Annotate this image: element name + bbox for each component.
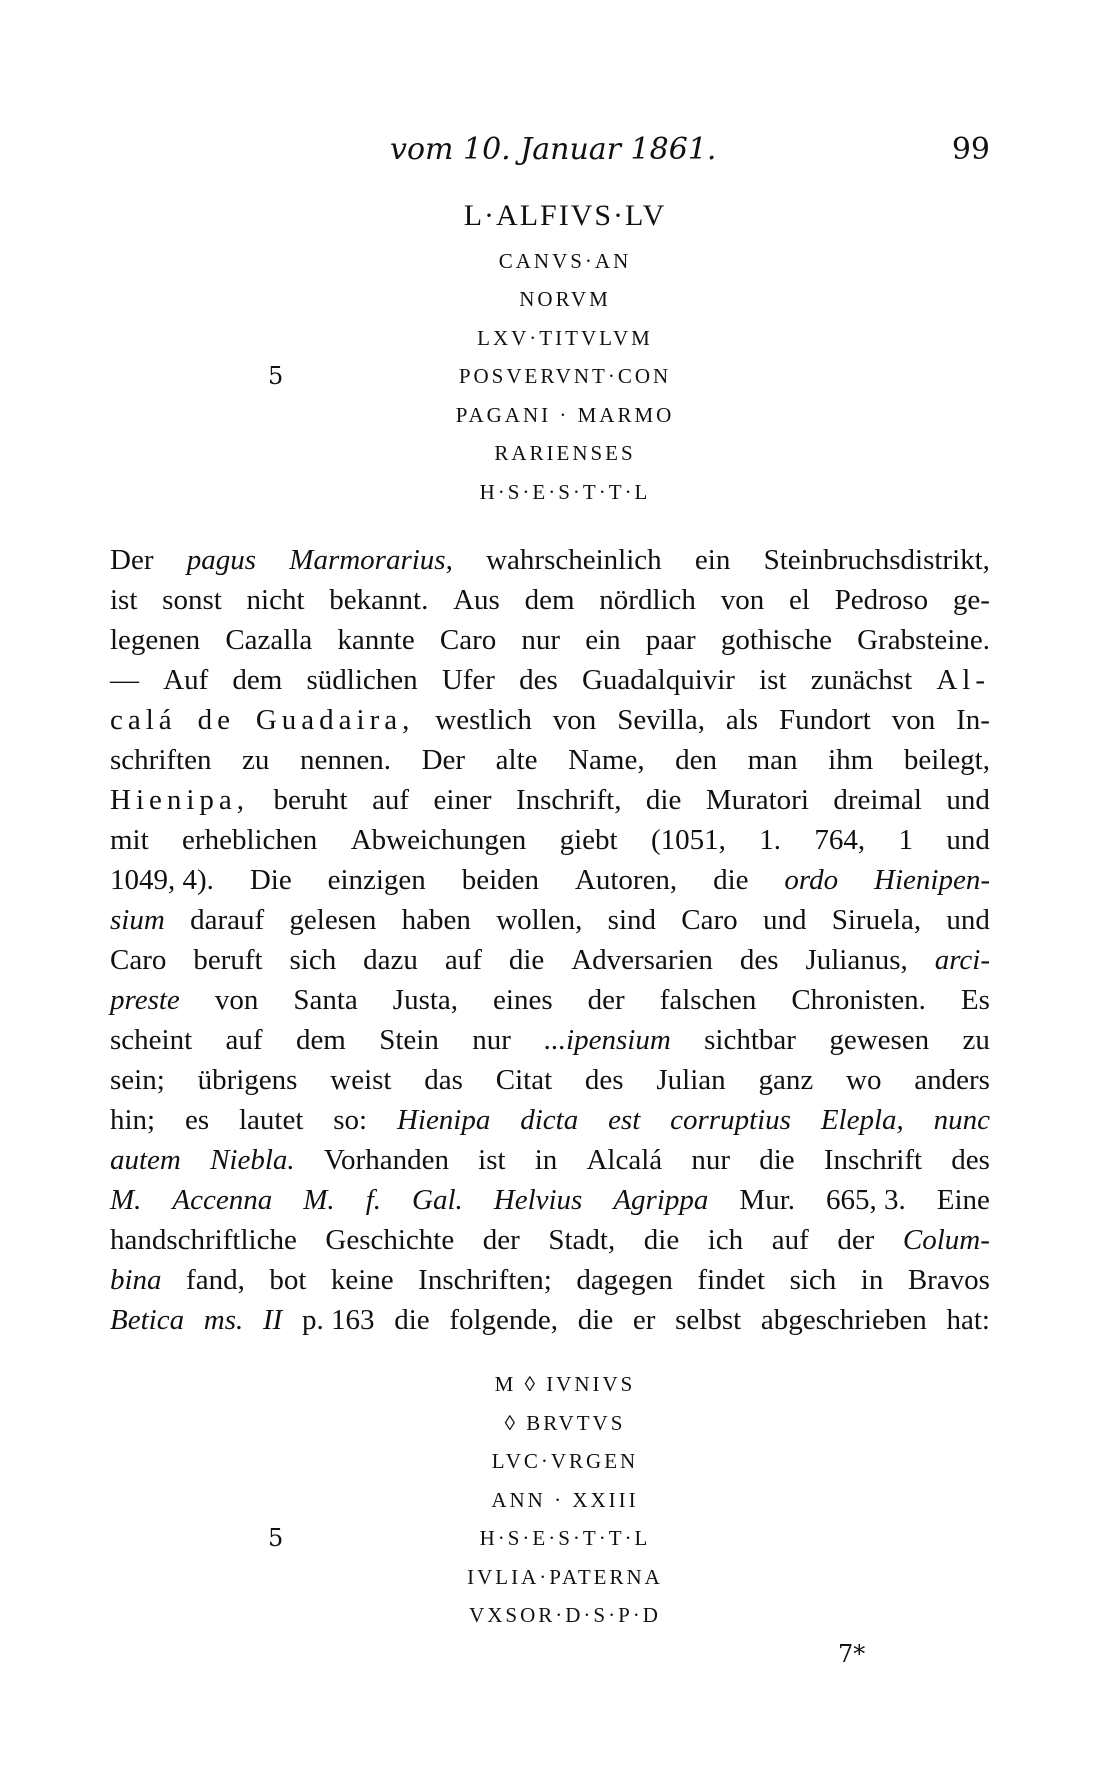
text-line	[110, 820, 990, 860]
word: zu	[962, 1024, 990, 1056]
word: 665, 3.	[826, 1184, 906, 1216]
word: beiden	[461, 864, 540, 896]
word: Bravos	[907, 1264, 990, 1296]
word: nur	[691, 1144, 731, 1176]
word: ist	[110, 584, 138, 616]
running-head-date: vom 10. Januar 1861.	[390, 132, 717, 167]
page-number: 99	[951, 132, 990, 167]
word: Elepla,	[820, 1104, 904, 1136]
word: Siruela,	[831, 904, 922, 936]
inscription-line: RARIENSES	[494, 441, 636, 465]
word: ge-	[952, 584, 990, 616]
inscription-line: PAGANI · MARMO	[455, 402, 675, 427]
word: der	[587, 984, 625, 1016]
word: —	[110, 664, 139, 696]
word: zunächst	[810, 664, 913, 696]
word: nördlich	[599, 584, 696, 616]
word: ganz	[758, 1064, 814, 1096]
word: Steinbruchsdistrikt,	[763, 544, 990, 576]
word: ist	[478, 1144, 506, 1176]
word: kannte	[337, 624, 415, 656]
word: ordo	[784, 864, 839, 896]
text-line	[110, 660, 990, 700]
word: des	[519, 664, 558, 696]
word: übrigens	[197, 1064, 298, 1096]
word: von	[214, 984, 259, 1016]
word: paar	[645, 624, 696, 656]
word: de	[197, 704, 235, 736]
word: weist	[330, 1064, 392, 1096]
word: wo	[846, 1064, 882, 1096]
word: Eine	[936, 1184, 990, 1216]
word: die	[643, 1224, 680, 1256]
word: dem	[524, 584, 575, 616]
word: Es	[960, 984, 990, 1016]
word: sich	[289, 944, 337, 976]
word: die	[394, 1304, 430, 1336]
inscription-line: POSVERVNT·CON	[458, 364, 672, 388]
word: Inschrift,	[515, 784, 622, 816]
word: und	[946, 784, 990, 816]
word: erheblichen	[182, 824, 318, 856]
word: Colum-	[902, 1224, 990, 1256]
word: die	[759, 1144, 795, 1176]
word: Helvius	[493, 1184, 583, 1216]
word: sonst	[162, 584, 222, 616]
word: Autoren,	[574, 864, 678, 896]
word: auf	[771, 1224, 809, 1256]
word: Al-	[936, 664, 990, 696]
word: Santa	[293, 984, 358, 1016]
inscription-line: IVLIA·PATERNA	[467, 1564, 663, 1589]
word: 1049, 4).	[110, 864, 214, 896]
word: der	[837, 1224, 875, 1256]
inscription-line-number: 5	[268, 1524, 284, 1552]
word: legenen	[110, 624, 201, 656]
word: mit	[110, 824, 149, 856]
text-line	[110, 1180, 990, 1220]
word: est	[608, 1104, 641, 1136]
word: einzigen	[327, 864, 426, 896]
word: die	[645, 784, 682, 816]
word: findet	[697, 1264, 766, 1296]
text-line	[110, 580, 990, 620]
word: die	[508, 944, 545, 976]
word: p. 163	[302, 1304, 375, 1336]
word: Pedroso	[834, 584, 929, 616]
word: es	[184, 1104, 210, 1136]
word: ich	[707, 1224, 744, 1256]
text-line	[110, 900, 990, 940]
word: nur	[521, 624, 561, 656]
word: bina	[110, 1264, 162, 1296]
word: Adversarien	[571, 944, 713, 976]
word: fand,	[186, 1264, 245, 1296]
word: 1.	[759, 824, 782, 856]
word: den	[675, 744, 718, 776]
word: M.	[110, 1184, 142, 1216]
text-line	[110, 860, 990, 900]
word: Cazalla	[225, 624, 313, 656]
word: f.	[365, 1184, 381, 1216]
text-line	[110, 620, 990, 660]
word: 1	[898, 824, 914, 856]
inscription-line: M ◊ IVNIVS	[494, 1372, 636, 1396]
word: sich	[789, 1264, 837, 1296]
word: Guadalquivir	[581, 664, 735, 696]
word: handschriftliche	[110, 1224, 297, 1256]
word: ein	[585, 624, 621, 656]
word: beruht	[273, 784, 348, 816]
word: selbst	[675, 1304, 742, 1336]
word: el	[788, 584, 810, 616]
word: Grabsteine.	[857, 624, 990, 656]
word: der	[482, 1224, 520, 1256]
inscription-line: H·S·E·S·T·T·L	[479, 479, 651, 504]
word: man	[747, 744, 798, 776]
word: preste	[110, 984, 180, 1016]
text-line	[110, 1220, 990, 1260]
word: Inschrift	[823, 1144, 923, 1176]
word: Caro	[681, 904, 738, 936]
word: des	[584, 1064, 624, 1096]
word: dazu	[363, 944, 418, 976]
word: Niebla.	[210, 1144, 295, 1176]
word: in	[534, 1144, 558, 1176]
word: dagegen	[576, 1264, 673, 1296]
word: und	[946, 824, 990, 856]
word: Julianus,	[805, 944, 908, 976]
word: von	[891, 704, 936, 736]
word: Der	[421, 744, 466, 776]
text-line	[110, 1300, 990, 1340]
word: die	[713, 864, 749, 896]
word: dem	[232, 664, 283, 696]
word: von	[720, 584, 765, 616]
word: alte	[495, 744, 538, 776]
word: dreimal	[833, 784, 922, 816]
word: Der	[110, 544, 154, 576]
word: Accenna	[172, 1184, 273, 1216]
word: nennen.	[300, 744, 391, 776]
word: Sevilla,	[617, 704, 705, 736]
text-line	[110, 740, 990, 780]
word: scheint	[110, 1024, 193, 1056]
word: gelesen	[289, 904, 377, 936]
word: dem	[295, 1024, 346, 1056]
word: Caro	[110, 944, 167, 976]
word: calá	[110, 704, 177, 736]
word: einer	[433, 784, 492, 816]
word: sein;	[110, 1064, 165, 1096]
text-line	[110, 540, 990, 580]
word: M.	[303, 1184, 335, 1216]
word: wahrscheinlich	[486, 544, 662, 576]
word: bot	[269, 1264, 307, 1296]
word: gothische	[720, 624, 832, 656]
word: corruptius	[670, 1104, 791, 1136]
word: anders	[914, 1064, 990, 1096]
word: Gal.	[412, 1184, 463, 1216]
word: lautet	[238, 1104, 304, 1136]
word: hin;	[110, 1104, 156, 1136]
word: pagus	[186, 544, 257, 576]
word: II	[262, 1304, 283, 1336]
word: Chronisten.	[791, 984, 926, 1016]
inscription-line: LVC·VRGEN	[491, 1449, 639, 1473]
word: in	[860, 1264, 884, 1296]
main-paragraph	[110, 540, 990, 1340]
word: Hienipen-	[874, 864, 990, 896]
word: Geschichte	[325, 1224, 455, 1256]
word: Julian	[656, 1064, 726, 1096]
word: (1051,	[651, 824, 726, 856]
word: giebt	[559, 824, 618, 856]
word: autem	[110, 1144, 181, 1176]
word: von	[552, 704, 597, 736]
word: gewesen	[829, 1024, 930, 1056]
word: Abweichungen	[350, 824, 527, 856]
word: abgeschrieben	[760, 1304, 927, 1336]
word: hat:	[946, 1304, 990, 1336]
text-line	[110, 1260, 990, 1300]
word: auf	[444, 944, 482, 976]
inscription-line: VXSOR·D·S·P·D	[469, 1603, 661, 1627]
word: zu	[242, 744, 270, 776]
word: dicta	[520, 1104, 579, 1136]
word: ist	[759, 664, 787, 696]
inscription-line-number: 5	[268, 362, 284, 390]
inscription-line: H·S·E·S·T·T·L	[479, 1526, 651, 1550]
word: Justa,	[392, 984, 459, 1016]
signature-mark: 7*	[838, 1640, 866, 1668]
word: ein	[694, 544, 731, 576]
word: folgende,	[449, 1304, 559, 1336]
text-line	[110, 700, 990, 740]
word: des	[739, 944, 779, 976]
inscription-line: ◊ BRVTVS	[504, 1410, 626, 1435]
word: wollen,	[496, 904, 583, 936]
word: nur	[472, 1024, 511, 1056]
text-line	[110, 980, 990, 1020]
word: ...ipensium	[544, 1024, 671, 1056]
word: und	[762, 904, 807, 936]
text-line	[110, 1140, 990, 1180]
word: Agrippa	[613, 1184, 709, 1216]
word: sium	[110, 904, 165, 936]
word: Stein	[379, 1024, 439, 1056]
word: als	[725, 704, 759, 736]
word: südlichen	[306, 664, 418, 696]
word: Inschriften;	[418, 1264, 552, 1296]
word: Hienipa	[396, 1104, 491, 1136]
word: des	[951, 1144, 990, 1176]
inscription-line: LXV·TITVLVM	[477, 325, 653, 350]
word: die	[577, 1304, 614, 1336]
word: nicht	[246, 584, 305, 616]
inscription-line: L·ALFIVS·LV	[463, 199, 667, 232]
word: Auf	[163, 664, 209, 696]
word: Vorhanden	[323, 1144, 449, 1176]
word: und	[946, 904, 990, 936]
word: eines	[493, 984, 553, 1016]
word: bekannt.	[329, 584, 429, 616]
word: auf	[225, 1024, 263, 1056]
word: darauf	[190, 904, 265, 936]
word: Betica	[110, 1304, 185, 1336]
word: sind	[607, 904, 657, 936]
word: Aus	[453, 584, 500, 616]
word: beruft	[193, 944, 263, 976]
word: nunc	[933, 1104, 990, 1136]
word: ms.	[203, 1304, 244, 1336]
word: keine	[330, 1264, 394, 1296]
word: westlich	[435, 704, 532, 736]
text-line	[110, 1060, 990, 1100]
word: In-	[956, 704, 990, 736]
word: Citat	[495, 1064, 553, 1096]
inscription-line: ANN · XXIII	[491, 1487, 639, 1512]
word: Ufer	[441, 664, 495, 696]
word: sichtbar	[704, 1024, 796, 1056]
word: Stadt,	[548, 1224, 616, 1256]
word: beilegt,	[903, 744, 990, 776]
word: Muratori	[705, 784, 809, 816]
word: Guadaira,	[255, 704, 415, 736]
word: haben	[401, 904, 471, 936]
word: Hienipa,	[110, 784, 250, 816]
text-line	[110, 1020, 990, 1060]
word: Marmorarius,	[289, 544, 453, 576]
text-line	[110, 940, 990, 980]
word: Name,	[568, 744, 645, 776]
text-line	[110, 1100, 990, 1140]
word: er	[632, 1304, 656, 1336]
word: schriften	[110, 744, 212, 776]
inscription-line: NORVM	[519, 287, 611, 311]
word: so:	[333, 1104, 368, 1136]
word: ihm	[828, 744, 874, 776]
word: Mur.	[739, 1184, 795, 1216]
word: arci-	[934, 944, 990, 976]
word: auf	[372, 784, 410, 816]
running-head	[0, 132, 1100, 172]
word: Die	[249, 864, 292, 896]
word: falschen	[659, 984, 757, 1016]
inscription-line: CANVS·AN	[498, 248, 632, 273]
word: Fundort	[778, 704, 871, 736]
word: Alcalá	[586, 1144, 663, 1176]
word: Caro	[439, 624, 497, 656]
text-line	[110, 780, 990, 820]
word: das	[424, 1064, 463, 1096]
word: 764,	[814, 824, 866, 856]
